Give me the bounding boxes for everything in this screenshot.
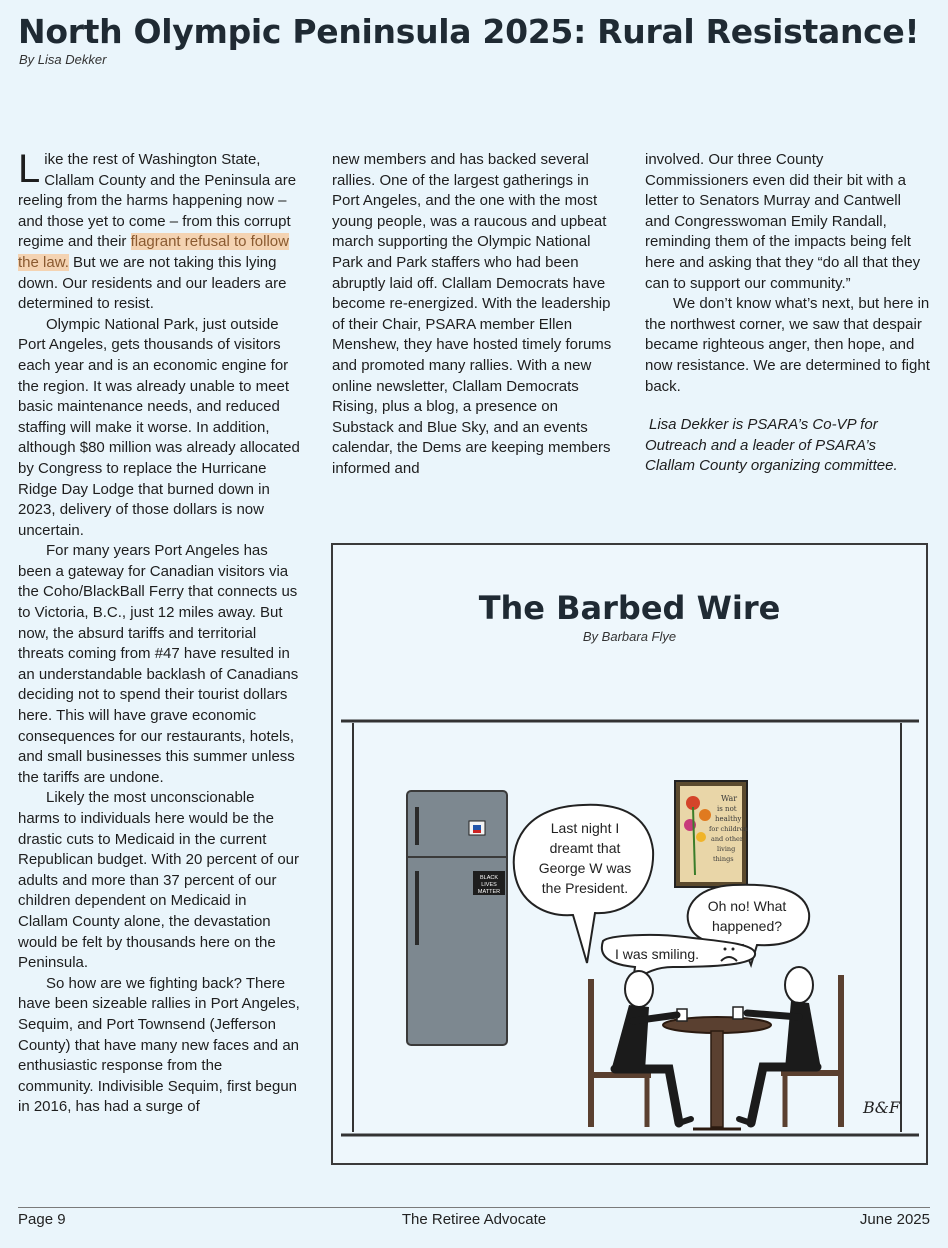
paragraph-1: Like the rest of Washington State, Clallam County and the Peninsula are reeling from the harms happening now – and those yet to come – from this corrupt regime and their flagrant refusal to follow the law. But we are not taking this lying down. Our residents and our leaders are determined to resist.	[18, 147, 297, 313]
svg-text:dreamt that: dreamt that	[549, 840, 621, 856]
svg-text:Last night I: Last night I	[550, 820, 620, 836]
svg-text:LIVES: LIVES	[481, 882, 497, 888]
paragraph-2: Olympic National Park, just outside Port Angeles, gets thousands of visitors each year and is an economic engine for the region. It was already unable to meet basic maintenance needs, and reduced staffing will make it worse. In addition, although $80 million was already allocated by Congress to replace the Hurricane Ridge Day Lodge that burned down in 2023, delivery of those dollars is now uncertain.	[18, 315, 300, 539]
svg-text:the President.: the President.	[541, 880, 629, 896]
svg-text:for children: for children	[709, 825, 748, 833]
footer-page-number: Page 9	[18, 1211, 66, 1228]
svg-text:things: things	[713, 855, 734, 863]
paragraph-3: For many years Port Angeles has been a gateway for Canadian visitors via the Coho/BlackBall Ferry that connects us to Victoria, B.C., just 12 miles away. But now, the absurd tariffs and territorial threats coming from #47 have resulted in an understandable backlash of Canadians deciding not to spend their tourist dollars here. This will have grave economic consequences for our restaurants, hotels, and small businesses this summer unless the tariffs are undone.	[18, 542, 299, 786]
paragraph-4: Likely the most unconscionable harms to individuals here would be the drastic cuts to Medicaid in the current Republican budget. With 20 percent of our adults and more than 37 percent of our children dependent on Medicaid in Clallam County alone, the devastation would be felt by thousands here on the Peninsula.	[18, 789, 300, 972]
cartoon-illustration	[333, 545, 926, 1163]
svg-text:is not: is not	[717, 805, 737, 813]
person-left	[611, 971, 691, 1123]
article-column-1	[18, 147, 300, 1118]
svg-text:George W was: George W was	[538, 860, 632, 876]
cartoon-panel	[331, 543, 928, 1165]
article-column-3	[645, 150, 930, 477]
article-column-2	[332, 150, 620, 480]
paragraph-8: We don’t know what’s next, but here in the northwest corner, we saw that despair became righteous anger, then hope, and now resistance. We are determined to fight back.	[645, 295, 930, 395]
svg-text:happened?: happened?	[711, 918, 783, 934]
footer-divider	[18, 1207, 930, 1208]
author-bio: Lisa Dekker is PSARA’s Co-VP for Outreach and a leader of PSARA’s Clallam County organizing committee.	[645, 416, 898, 475]
svg-text:healthy: healthy	[715, 815, 742, 823]
svg-text:living: living	[717, 845, 736, 853]
svg-text:MATTER: MATTER	[477, 889, 501, 895]
cartoon-title: The Barbed Wire	[478, 589, 781, 627]
article-title: North Olympic Peninsula 2025: Rural Resistance!	[18, 12, 920, 51]
svg-text:War: War	[721, 794, 738, 803]
svg-text:I was smiling.: I was smiling.	[615, 946, 700, 962]
highlighted-text: flagrant refusal to follow the law.	[18, 233, 289, 271]
paragraph-7: involved. Our three County Commissioners even did their bit with a letter to Senators Murray and Cantwell and Congresswoman Emily Randall, reminding them of the impacts being felt here and asking that they “do all that they can to support our community.”	[645, 151, 921, 292]
person-right	[739, 967, 821, 1123]
artist-signature: B&F	[863, 1098, 901, 1117]
svg-text:and other: and other	[711, 835, 743, 843]
svg-text:Oh no! What: Oh no! What	[707, 898, 787, 914]
drop-cap: L	[18, 147, 41, 191]
footer-publication: The Retiree Advocate	[401, 1211, 547, 1228]
paragraph-6: new members and has backed several rallies. One of the largest gatherings in Port Angeles, and the one with the most young people, was a raucous and upbeat march supporting the Olympic National Park and Park staffers who had been abruptly laid off. Clallam Democrats have become re-energized. With the leadership of their Chair, PSARA member Ellen Menshew, they have hosted timely forums and promoted many rallies. With a new online newsletter, Clallam Democrats Rising, plus a blog, a presence on Substack and Blue Sky, and an events calendar, the Dems are keeping members informed and	[332, 151, 612, 477]
article-byline: By Lisa Dekker	[19, 52, 107, 67]
cartoon-byline: By Barbara Flye	[582, 629, 677, 644]
footer-date: June 2025	[859, 1211, 930, 1228]
refrigerator	[407, 791, 507, 1045]
svg-text:BLACK: BLACK	[479, 875, 499, 881]
wall-poster	[675, 781, 748, 887]
paragraph-5: So how are we fighting back? There have been sizeable rallies in Port Angeles, Sequim, and Port Townsend (Jefferson County) that have many new faces and an enthusiastic response from the community. Indivisible Sequim, first begun in 2016, has had a surge of	[18, 974, 300, 1116]
cup-right	[733, 1007, 743, 1019]
